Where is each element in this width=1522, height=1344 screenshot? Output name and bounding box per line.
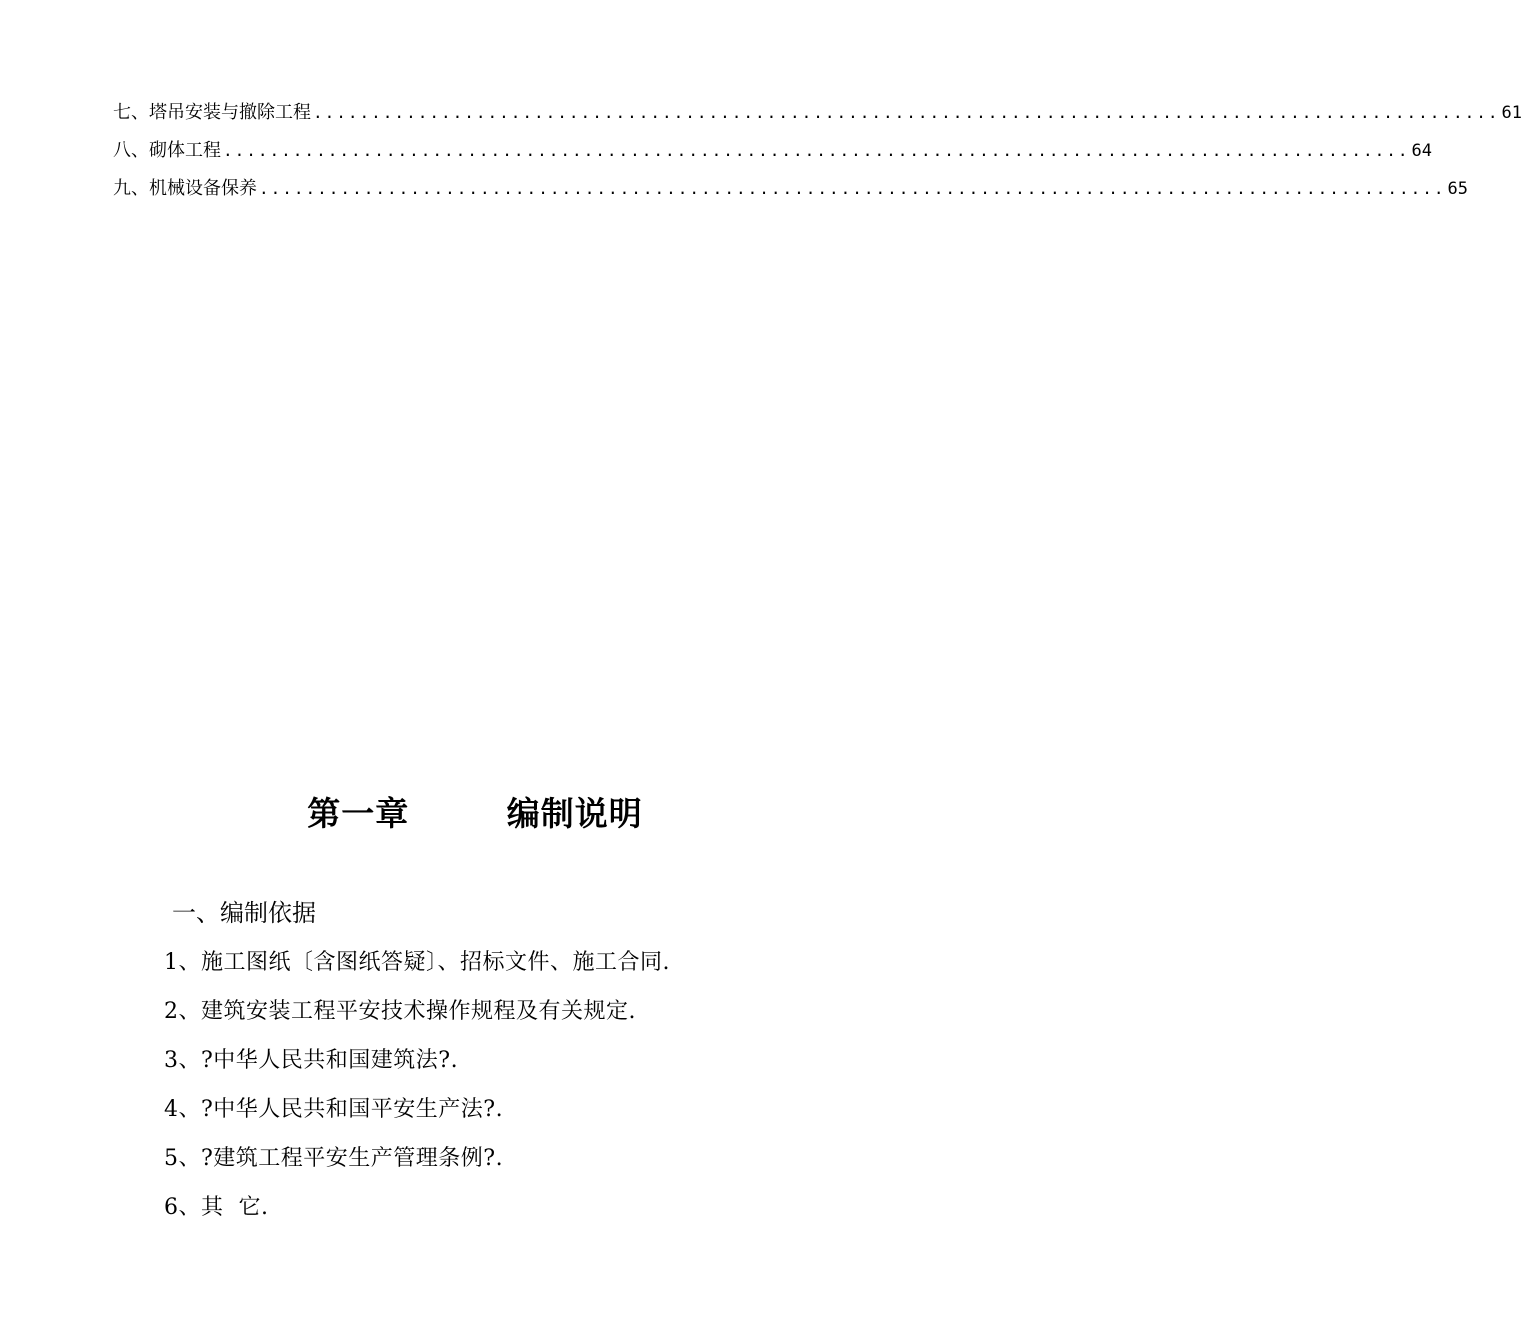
toc-entry-label: 九、机械设备保养 xyxy=(113,178,257,199)
toc-leader-dots: ...................................................................................................... xyxy=(223,141,1410,160)
table-of-contents xyxy=(113,100,1522,214)
list-item: 6、其 它. xyxy=(164,1195,269,1220)
list-item: 2、建筑安装工程平安技术操作规程及有关规定. xyxy=(164,999,636,1024)
list-item: 3、?中华人民共和国建筑法?. xyxy=(164,1048,459,1073)
basis-list xyxy=(164,940,670,1234)
toc-entry-label: 七、塔吊安装与撤除工程 xyxy=(113,102,311,123)
toc-entry[interactable] xyxy=(113,100,1522,138)
toc-leader-dots: ...................................................................................................... xyxy=(259,179,1446,198)
toc-entry-page: 61 xyxy=(1501,103,1522,123)
toc-entry-label: 八、砌体工程 xyxy=(113,140,221,161)
toc-leader-dots: ...................................................................................................... xyxy=(313,103,1500,122)
toc-entry[interactable] xyxy=(113,176,1469,214)
list-item: 1、施工图纸〔含图纸答疑〕、招标文件、施工合同. xyxy=(164,950,670,975)
toc-entry-page: 65 xyxy=(1447,179,1469,199)
section-heading: 一、编制依据 xyxy=(172,899,316,927)
list-item: 5、?建筑工程平安生产管理条例?. xyxy=(164,1146,504,1171)
list-item: 4、?中华人民共和国平安生产法?. xyxy=(164,1097,504,1122)
toc-entry[interactable] xyxy=(113,138,1433,176)
toc-entry-page: 64 xyxy=(1411,141,1433,161)
chapter-title: 第一章 编制说明 xyxy=(307,794,643,833)
